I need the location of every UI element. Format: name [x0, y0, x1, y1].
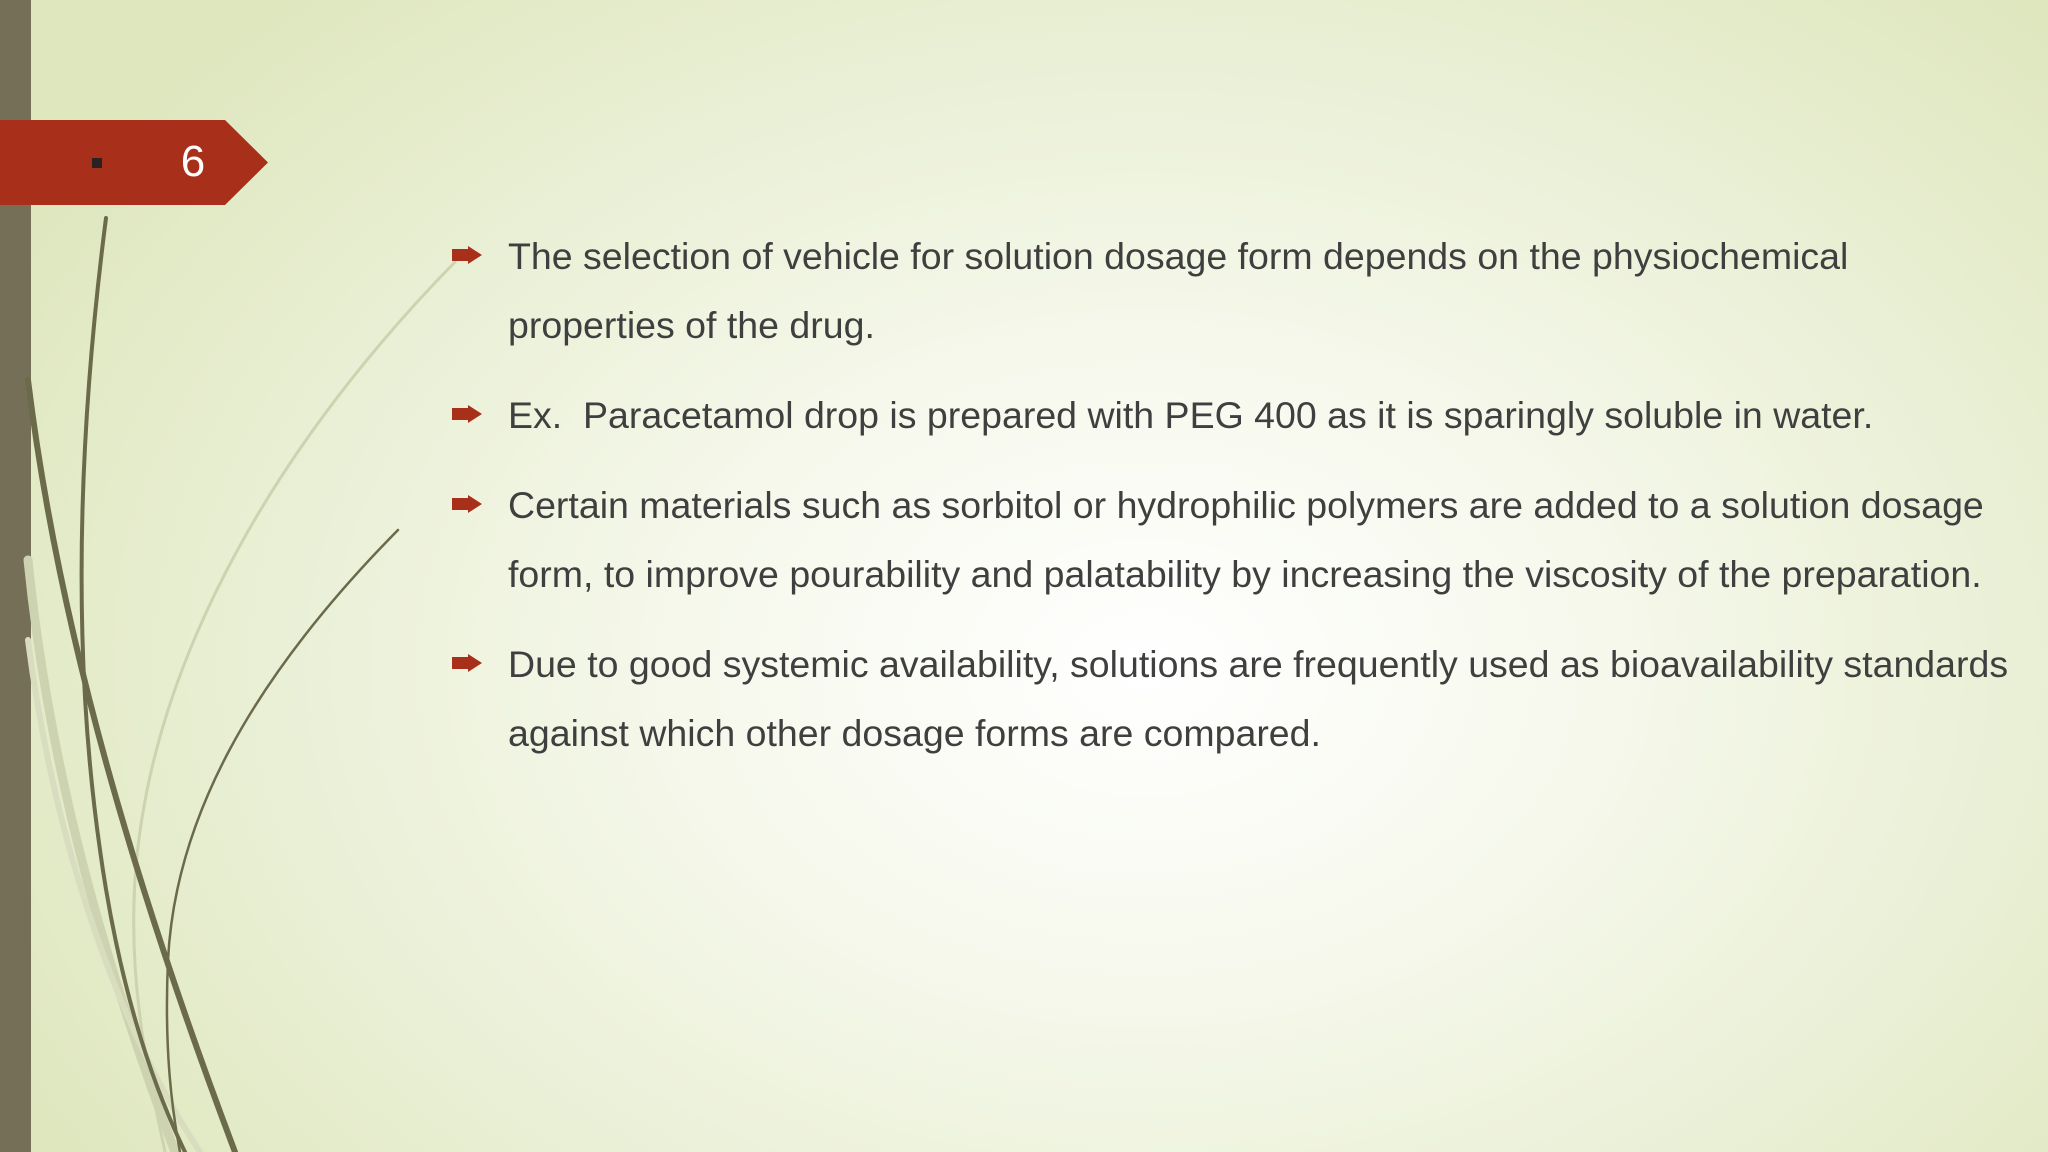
arrow-right-bullet-icon — [452, 405, 482, 423]
slide-marker-dot — [92, 158, 102, 168]
bullet-list — [452, 222, 2012, 789]
list-item — [452, 630, 2012, 768]
arrow-right-bullet-icon — [452, 654, 482, 672]
bullet-text: The selection of vehicle for solution dosage form depends on the physiochemical properties of the drug. — [508, 235, 1849, 346]
slide-number: 6 — [180, 137, 206, 186]
bullet-text: Certain materials such as sorbitol or hydrophilic polymers are added to a solution dosage form, to improve pourability and palatability by increasing the viscosity of the preparation. — [508, 484, 1984, 595]
list-item — [452, 471, 2012, 609]
bullet-text: Due to good systemic availability, solutions are frequently used as bioavailability standards against which other dosage forms are compared. — [508, 643, 2009, 754]
list-item — [452, 222, 2012, 360]
bullet-text: Ex. Paracetamol drop is prepared with PEG 400 as it is sparingly soluble in water. — [508, 394, 1874, 436]
list-item — [452, 381, 2012, 450]
slide-number-tag — [0, 120, 270, 205]
arrow-right-bullet-icon — [452, 495, 482, 513]
arrow-right-bullet-icon — [452, 246, 482, 264]
